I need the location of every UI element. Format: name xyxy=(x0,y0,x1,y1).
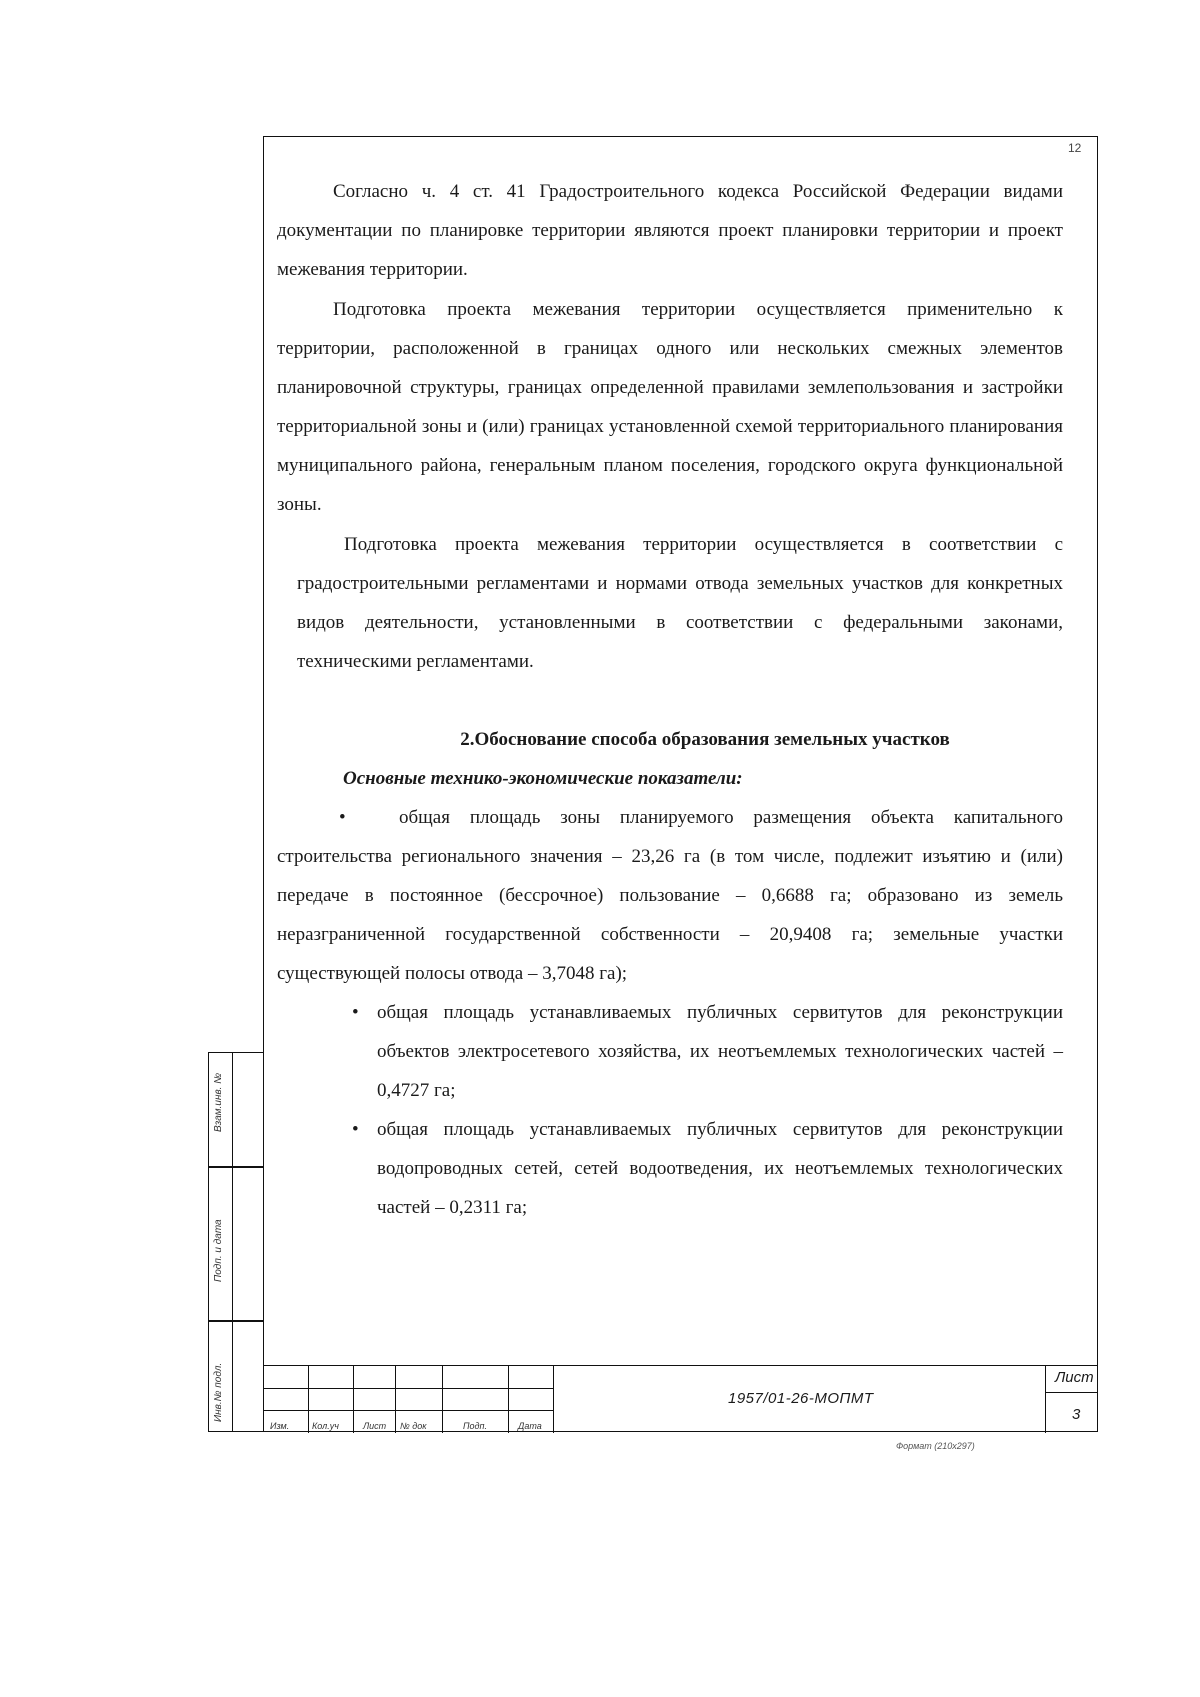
column-label: Дата xyxy=(518,1421,542,1431)
sheet-number: 3 xyxy=(1072,1406,1081,1423)
column-label: № док xyxy=(400,1421,427,1431)
format-note: Формат (210х297) xyxy=(896,1441,975,1451)
side-label: Взам.инв. № xyxy=(213,1072,224,1132)
subheading: Основные технико-экономические показатели: xyxy=(343,768,743,789)
column-label: Кол.уч xyxy=(312,1421,339,1431)
bullet-icon: • xyxy=(352,1002,359,1023)
document-body xyxy=(277,172,1063,1227)
list-item-text: общая площадь устанавливаемых публичных сервитутов для реконструкции водопроводных сетей, сетей водоотведения, их неотъемлемых технологических частей – 0,2311 га; xyxy=(377,1119,1063,1218)
list-item xyxy=(277,993,1063,1110)
bullet-icon: • xyxy=(339,807,346,828)
side-label: Подп. и дата xyxy=(213,1219,224,1282)
paragraph: Подготовка проекта межевания территории осуществляется в соответствии с градостроительными регламентами и нормами отвода земельных участков для конкретных видов деятельности, установленными в соответствии с федеральными законами, техническими регламентами. xyxy=(297,534,1063,672)
page-number: 12 xyxy=(1068,141,1082,155)
sheet-label: Лист xyxy=(1055,1369,1094,1386)
paragraph: Подготовка проекта межевания территории осуществляется применительно к территории, расположенной в границах одного или нескольких смежных элементов планировочной структуры, границах определенной правилами землепользования и застройки территориальной зоны и (или) границах установленной схемой территориального планирования муниципального района, генеральным планом поселения, городского округа функциональной зоны. xyxy=(277,299,1063,515)
side-label: Инв.№ подл. xyxy=(213,1362,224,1422)
bullet-icon: • xyxy=(352,1119,359,1140)
side-stamp-divider xyxy=(232,1052,233,1432)
paragraph: Согласно ч. 4 ст. 41 Градостроительного кодекса Российской Федерации видами документации по планировке территории являются проект планировки территории и проект межевания территории. xyxy=(277,181,1063,280)
document-number: 1957/01-26-МОПМТ xyxy=(728,1390,874,1407)
column-label: Лист xyxy=(363,1421,387,1431)
list-item xyxy=(277,798,1063,993)
title-block xyxy=(263,1365,1098,1433)
list-item-text: общая площадь устанавливаемых публичных сервитутов для реконструкции объектов электросетевого хозяйства, их неотъемлемых технологических частей – 0,4727 га; xyxy=(377,1002,1063,1101)
column-label: Подп. xyxy=(463,1421,487,1431)
column-label: Изм. xyxy=(270,1421,290,1431)
list-item-text: общая площадь зоны планируемого размещения объекта капитального строительства регионального значения – 23,26 га (в том числе, подлежит изъятию и (или) передаче в постоянное (бессрочное) пользование – 0,6688 га; образовано из земель неразграниченной государственной собственности – 20,9408 га; земельные участки существующей полосы отвода – 3,7048 га); xyxy=(277,807,1063,984)
section-heading: 2.Обоснование способа образования земельных участков xyxy=(460,729,950,750)
list-item xyxy=(277,1110,1063,1227)
